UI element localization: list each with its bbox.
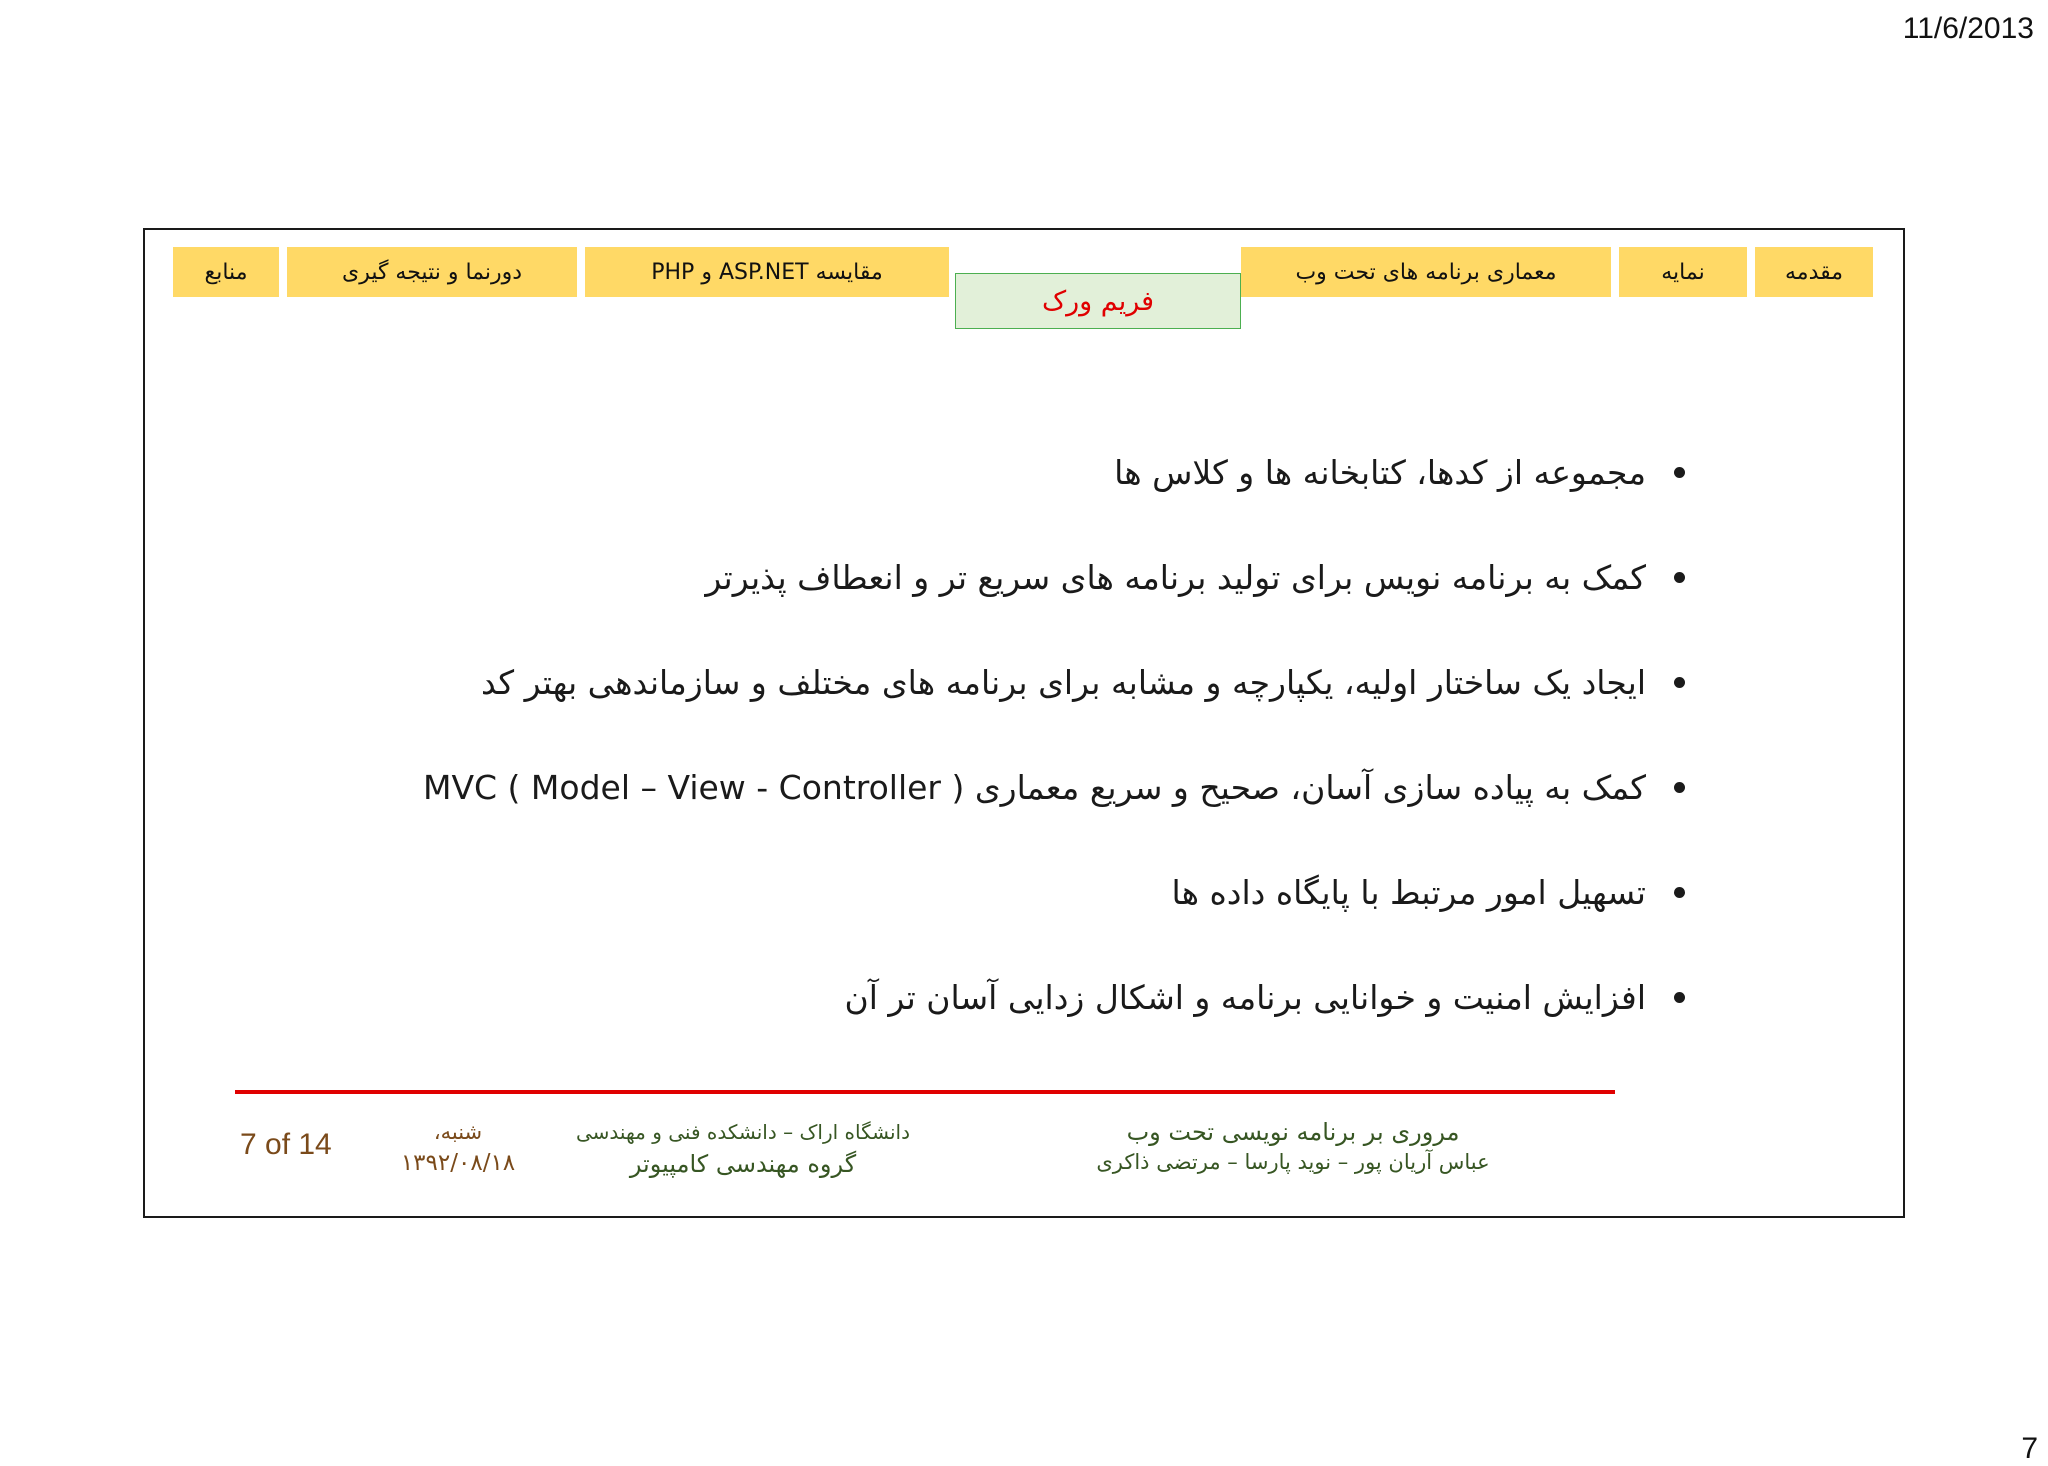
slide — [143, 228, 1905, 1218]
footer-title: مروری بر برنامه نویسی تحت وب — [1126, 1118, 1460, 1146]
bullet-text: کمک به برنامه نویس برای تولید برنامه های سریع تر و انعطاف پذیرتر — [705, 558, 1646, 597]
bullet-text: مجموعه از کدها، کتابخانه ها و کلاس ها — [1114, 453, 1646, 492]
bullet-text: کمک به پیاده سازی آسان، صحیح و سریع معماری MVC ( Model – View - Controller ) — [422, 768, 1646, 807]
page-date: 11/6/2013 — [1902, 12, 2034, 45]
bullet-dot-icon — [1674, 572, 1685, 583]
bullet-dot-icon — [1674, 467, 1685, 478]
tab-conclusion[interactable]: دورنما و نتیجه گیری — [287, 247, 577, 297]
list-item — [185, 420, 1685, 525]
tab-asp-php-comparison[interactable]: مقایسه ASP.NET و PHP — [585, 247, 949, 297]
bullet-dot-icon — [1674, 992, 1685, 1003]
bullet-text: افزایش امنیت و خوانایی برنامه و اشکال زدایی آسان تر آن — [844, 978, 1646, 1017]
list-item — [185, 840, 1685, 945]
tab-introduction[interactable]: مقدمه — [1755, 247, 1873, 297]
bullet-text: تسهیل امور مرتبط با پایگاه داده ها — [1171, 873, 1646, 912]
list-item — [185, 735, 1685, 840]
footer-authors: عباس آریان پور – نوید پارسا – مرتضی ذاکری — [1096, 1150, 1490, 1174]
list-item — [185, 630, 1685, 735]
footer-university: دانشگاه اراک – دانشکده فنی و مهندسی — [575, 1120, 910, 1144]
footer-date: ۱۳۹۲/۰۸/۱۸ — [400, 1150, 516, 1176]
tab-web-architecture[interactable]: معماری برنامه های تحت وب — [1241, 247, 1611, 297]
slide-counter: 7 of 14 — [240, 1128, 332, 1161]
bullet-dot-icon — [1674, 887, 1685, 898]
bullet-dot-icon — [1674, 677, 1685, 688]
page-number: 7 — [2021, 1432, 2038, 1465]
tab-references[interactable]: منابع — [173, 247, 279, 297]
list-item — [185, 945, 1685, 1050]
footer-divider — [235, 1090, 1615, 1094]
tab-index[interactable]: نمایه — [1619, 247, 1747, 297]
bullet-dot-icon — [1674, 782, 1685, 793]
bullet-text: ایجاد یک ساختار اولیه، یکپارچه و مشابه برای برنامه های مختلف و سازماندهی بهتر کد — [481, 663, 1646, 702]
footer-department: گروه مهندسی کامپیوتر — [629, 1150, 857, 1178]
list-item — [185, 525, 1685, 630]
bullet-list — [185, 420, 1685, 1050]
footer-day: شنبه، — [433, 1120, 483, 1144]
tab-framework[interactable]: فریم ورک — [955, 273, 1241, 329]
